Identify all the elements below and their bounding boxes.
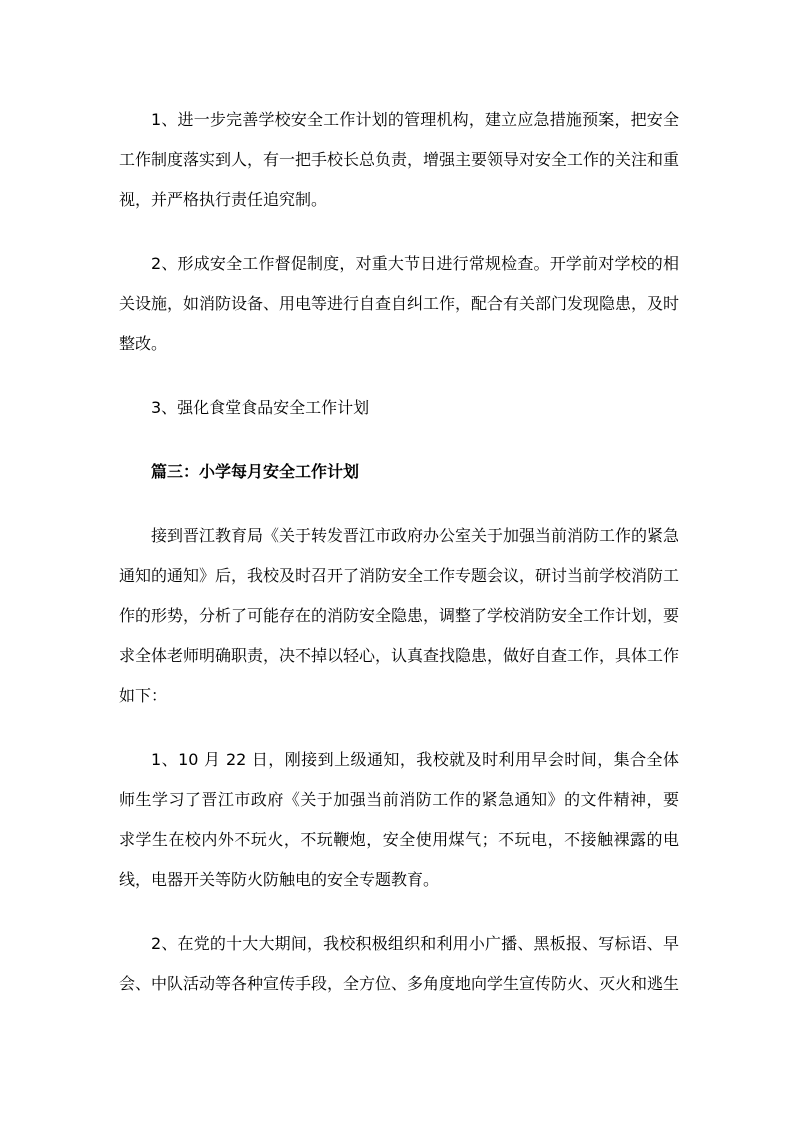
paragraph-4 [119, 516, 679, 716]
text-line: 生在校内外不玩火，不玩鞭炮，安全使用煤气；不玩电，不接触裸露的电线，电 [119, 830, 679, 889]
text-line: 生学习了晋江市政府《关于加强当前消防工作的紧急通知》的文件精神，要求学 [119, 790, 679, 849]
text-line: 关设施，如消防设备、用电等进行自查自纠工作，配合有关部门发现隐患，及时 [119, 294, 680, 313]
text-line: 求全体老师明确职责，决不掉以轻心，认真查找隐患，做好自查工作，具体工作 [119, 646, 680, 665]
text-line: 1、10 月 22 日，刚接到上级通知，我校就及时利用早会时间，集合全体师 [119, 750, 679, 809]
text-line: 会、中队活动等各种宣传手段，全方位、多角度地向学生宣传防火、灭火和逃生 [119, 974, 680, 993]
text-line: 视，并严格执行责任追究制。 [119, 190, 328, 209]
document-page [119, 100, 679, 1004]
paragraph-1 [119, 100, 679, 220]
text-line: 器开关等防火防触电的安全专题教育。 [167, 870, 440, 889]
paragraph-3 [119, 388, 679, 428]
text-line: 工作制度落实到人，有一把手校长总负责，增强主要领导对安全工作的关注和重 [119, 150, 680, 169]
paragraph-6 [119, 924, 679, 1004]
section-heading [119, 452, 679, 492]
heading-text: 篇三：小学每月安全工作计划 [151, 462, 360, 481]
text-line: 通知的通知》后，我校及时召开了消防安全工作专题会议，研讨当前学校消防工 [119, 566, 680, 585]
paragraph-2 [119, 244, 679, 364]
text-line: 2、在党的十大大期间，我校积极组织和利用小广播、黑板报、写标语、早 [151, 934, 679, 953]
text-line: 接到晋江教育局《关于转发晋江市政府办公室关于加强当前消防工作的紧急 [151, 526, 680, 545]
text-line: 整改。 [119, 334, 168, 353]
paragraph-5 [119, 740, 679, 900]
text-line: 3、强化食堂食品安全工作计划 [151, 398, 370, 417]
text-line: 1、进一步完善学校安全工作计划的管理机构，建立应急措施预案，把安全 [151, 110, 679, 129]
text-line: 如下： [119, 686, 168, 705]
text-line: 2、形成安全工作督促制度，对重大节日进行常规检查。开学前对学校的相 [151, 254, 679, 273]
text-line: 作的形势，分析了可能存在的消防安全隐患，调整了学校消防安全工作计划，要 [119, 606, 680, 625]
